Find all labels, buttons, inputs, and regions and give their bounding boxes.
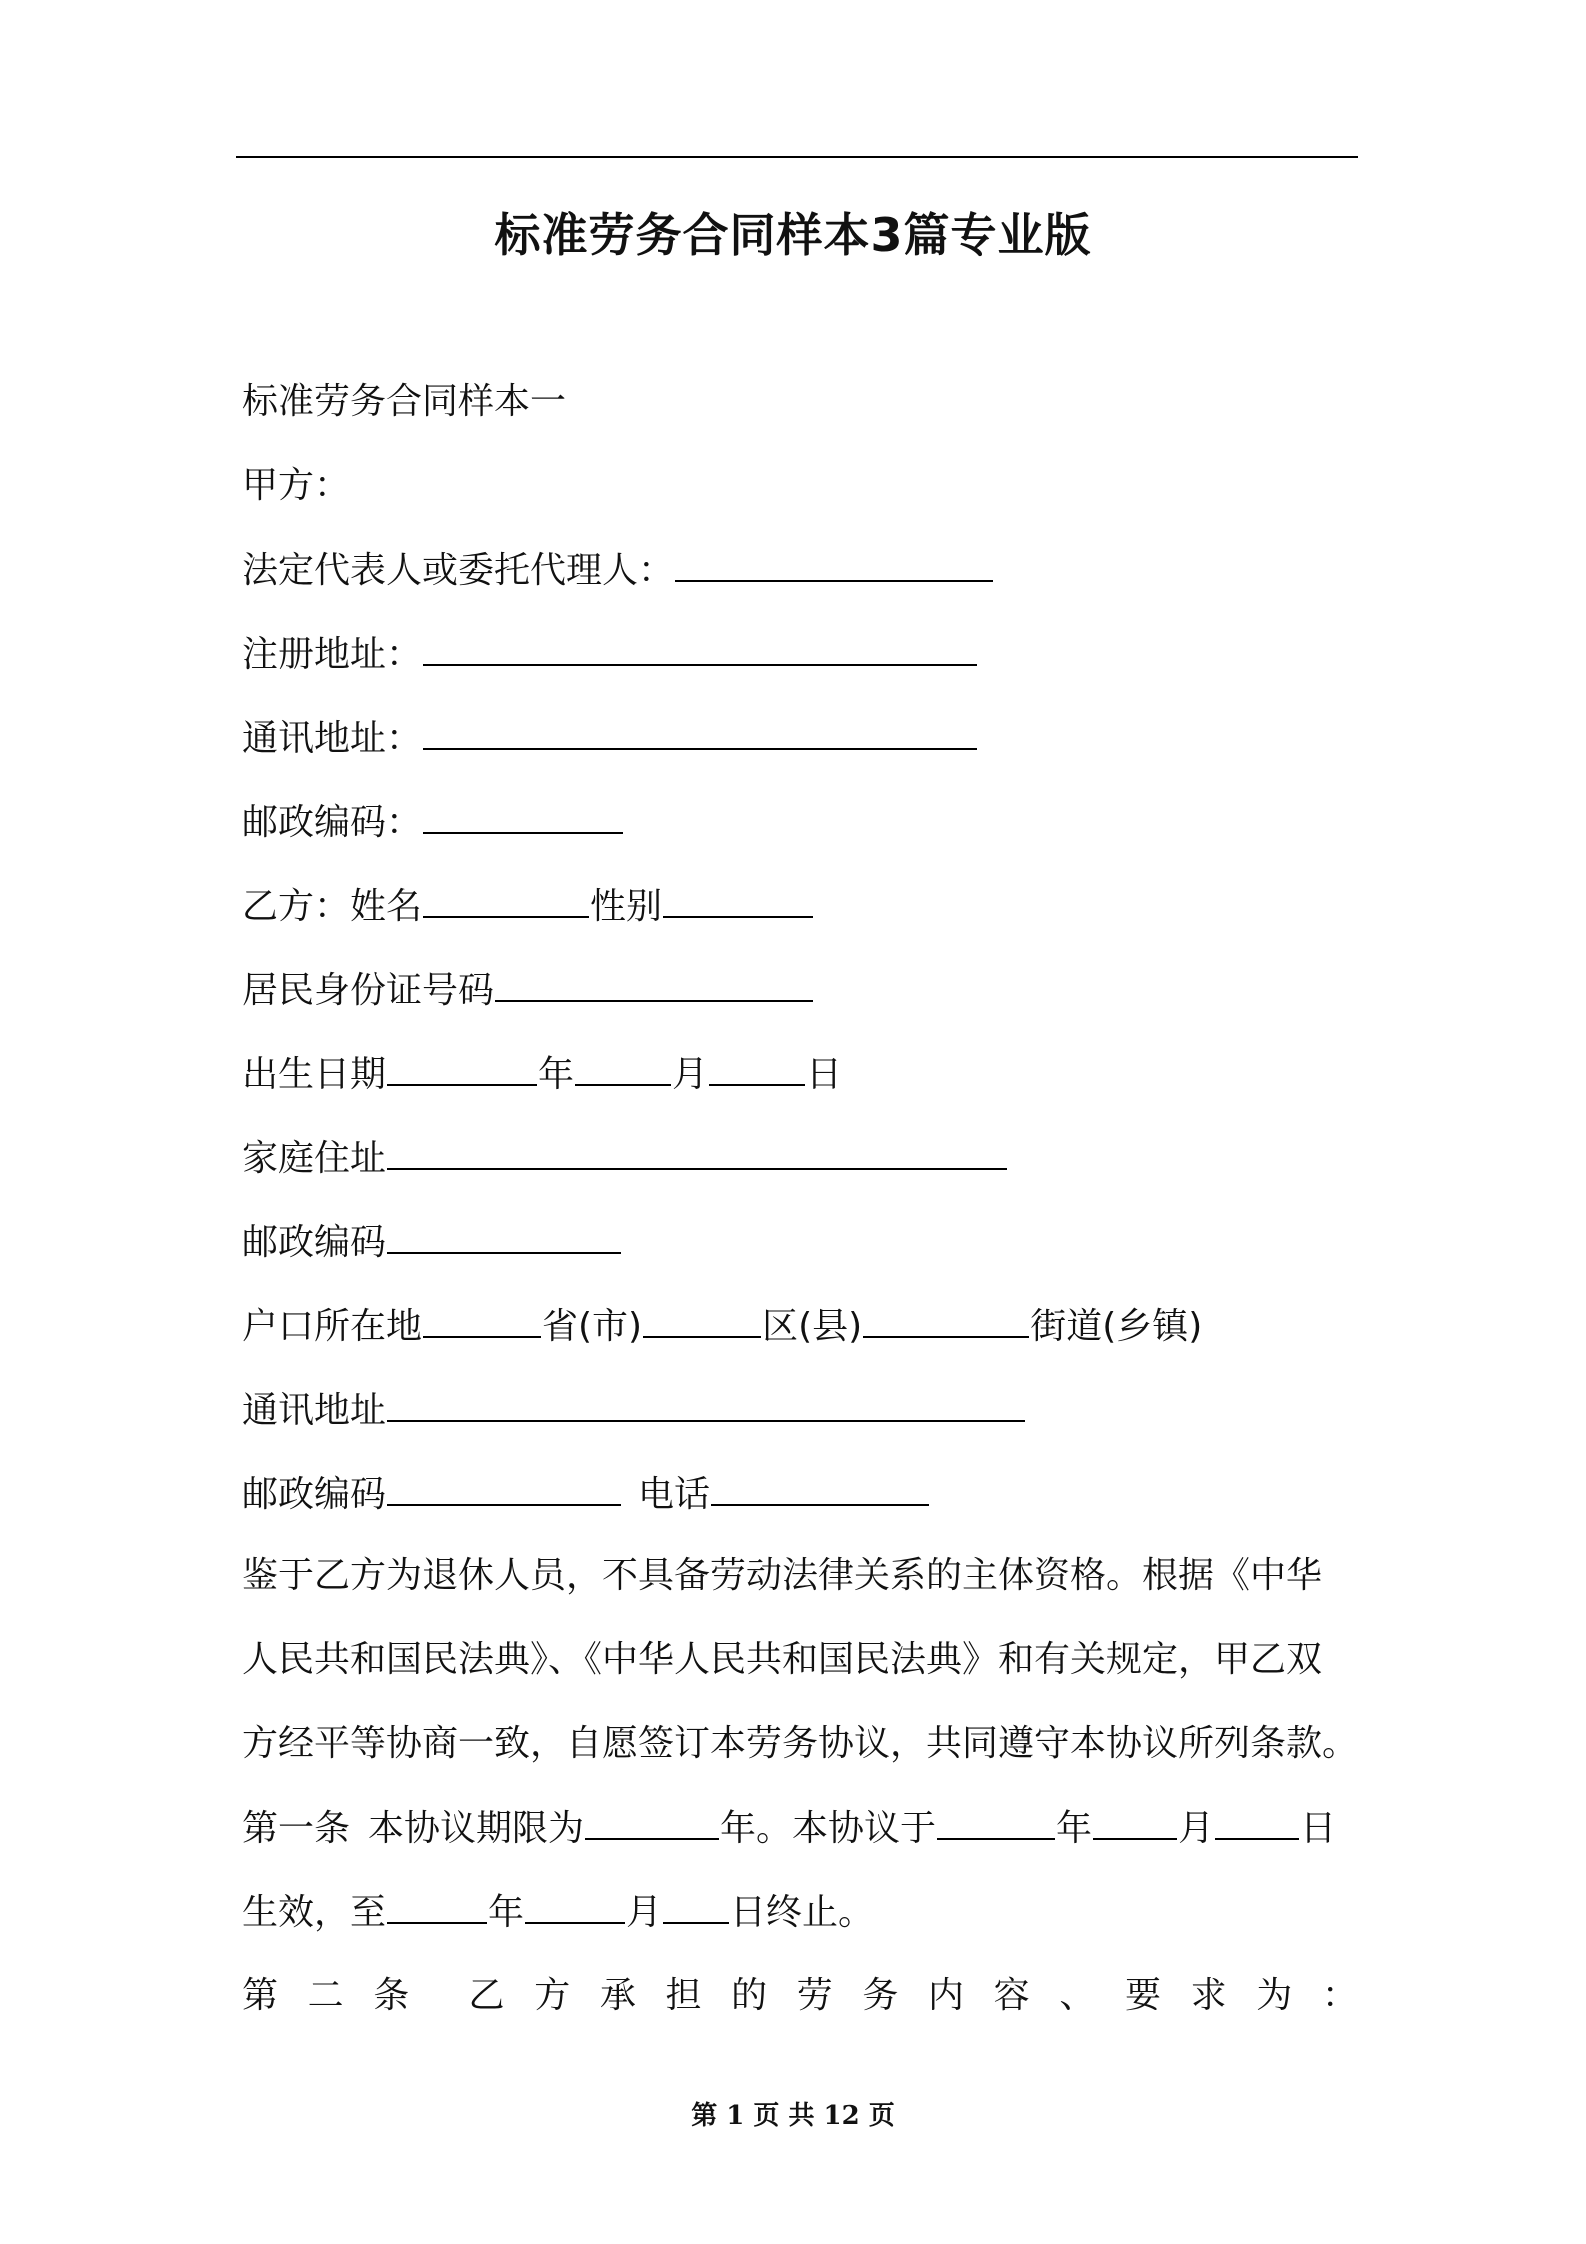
article-2-char: 内 (928, 1975, 965, 2016)
article-2-char: 要 (1124, 1975, 1161, 2016)
party-a-postcode-line (242, 798, 624, 847)
party-a-label: 甲方： (242, 465, 351, 506)
end-year-blank[interactable] (387, 1888, 487, 1924)
party-a-mailing-line (242, 714, 978, 763)
birth-date-line (242, 1050, 842, 1099)
article-2-char: 第 (242, 1975, 279, 2016)
district-label: 区(县) (762, 1306, 863, 1347)
party-b-name-blank[interactable] (423, 882, 589, 918)
party-b-postcode-line (242, 1218, 622, 1267)
birth-date-label: 出生日期 (242, 1054, 387, 1095)
party-b-postcode2-label: 邮政编码 (242, 1474, 387, 1515)
id-number-blank[interactable] (495, 966, 813, 1002)
end-year-label: 年 (488, 1892, 525, 1933)
party-b-postcode2-blank[interactable] (387, 1470, 621, 1506)
article-2-char: 方 (534, 1975, 571, 2016)
start-day-label: 日 (1300, 1808, 1337, 1849)
legal-rep-line (242, 546, 994, 595)
birth-month-label: 月 (672, 1054, 709, 1095)
birth-day-blank[interactable] (709, 1050, 805, 1086)
party-b-mailing-blank[interactable] (387, 1386, 1025, 1422)
article-2-char: 劳 (796, 1975, 833, 2016)
end-month-label: 月 (626, 1892, 663, 1933)
registered-address-line (242, 630, 978, 679)
party-b-mailing-line (242, 1386, 1026, 1435)
article-2-char: 乙 (468, 1975, 505, 2016)
preamble-line-2: 人民共和国民法典》、《中华人民共和国民法典》和有关规定，甲乙双 (242, 1639, 1323, 1680)
id-number-label: 居民身份证号码 (242, 970, 495, 1011)
page-footer: 第 1 页 共 12 页 (691, 2101, 895, 2131)
article-2-char: 二 (307, 1975, 344, 2016)
start-month-blank[interactable] (1093, 1804, 1177, 1840)
article-1-effective: 生效，至 (242, 1892, 387, 1933)
party-a-postcode-blank[interactable] (423, 798, 623, 834)
birth-year-label: 年 (538, 1054, 575, 1095)
legal-rep-blank[interactable] (675, 546, 993, 582)
start-day-blank[interactable] (1215, 1804, 1299, 1840)
hukou-line (242, 1302, 1202, 1351)
province-label: 省(市) (542, 1306, 643, 1347)
home-address-line (242, 1134, 1008, 1183)
preamble-line-1: 鉴于乙方为退休人员，不具备劳动法律关系的主体资格。根据《中华 (242, 1555, 1323, 1596)
end-month-blank[interactable] (525, 1888, 625, 1924)
article-2-char: 的 (731, 1975, 768, 2016)
term-years-blank[interactable] (585, 1804, 719, 1840)
home-address-blank[interactable] (387, 1134, 1007, 1170)
party-b-mailing-label: 通讯地址 (242, 1390, 387, 1431)
preamble-line-3: 方经平等协商一致，自愿签订本劳务协议，共同遵守本协议所列条款。 (242, 1723, 1359, 1764)
document-title: 标准劳务合同样本3篇专业版 (494, 208, 1092, 262)
article-2-char: 务 (862, 1975, 899, 2016)
article-2-char: 为 (1256, 1975, 1293, 2016)
party-b-name-label: 姓名 (350, 886, 423, 927)
article-1-text-b: 年。本协议于 (720, 1808, 937, 1849)
registered-address-blank[interactable] (423, 630, 977, 666)
street-label: 街道(乡镇) (1030, 1306, 1203, 1347)
party-a-mailing-blank[interactable] (423, 714, 977, 750)
party-a-postcode-label: 邮政编码： (242, 802, 423, 843)
start-year-label: 年 (1056, 1808, 1093, 1849)
article-1-line-2 (242, 1888, 874, 1937)
article-2-char: ： (1321, 1975, 1358, 2016)
section-heading: 标准劳务合同样本一 (242, 381, 567, 422)
article-1-line-1 (242, 1804, 1336, 1853)
phone-label: 电话 (638, 1474, 711, 1515)
registered-address-label: 注册地址： (242, 634, 423, 675)
article-1-text-a: 本协议期限为 (368, 1808, 585, 1849)
id-number-line (242, 966, 814, 1015)
birth-year-blank[interactable] (387, 1050, 537, 1086)
start-month-label: 月 (1178, 1808, 1215, 1849)
phone-blank[interactable] (711, 1470, 929, 1506)
party-b-label: 乙方： (242, 886, 351, 927)
article-2-line (242, 1972, 1358, 2020)
postcode-phone-line (242, 1470, 930, 1519)
article-1-label: 第一条 (242, 1808, 351, 1849)
article-1-terminate: 日终止。 (730, 1892, 875, 1933)
article-2-char: 担 (665, 1975, 702, 2016)
home-address-label: 家庭住址 (242, 1138, 387, 1179)
hukou-district-blank[interactable] (643, 1302, 761, 1338)
birth-day-label: 日 (806, 1054, 843, 1095)
start-year-blank[interactable] (937, 1804, 1055, 1840)
header-rule (236, 156, 1358, 158)
party-b-postcode-blank[interactable] (387, 1218, 621, 1254)
article-2-char: 条 (373, 1975, 410, 2016)
article-2-char: 容 (993, 1975, 1030, 2016)
end-day-blank[interactable] (663, 1888, 729, 1924)
party-b-postcode-label: 邮政编码 (242, 1222, 387, 1263)
article-2-char: 求 (1190, 1975, 1227, 2016)
party-a-mailing-label: 通讯地址： (242, 718, 423, 759)
party-b-gender-blank[interactable] (663, 882, 813, 918)
hukou-label: 户口所在地 (242, 1306, 423, 1347)
article-2-char: 、 (1059, 1975, 1096, 2016)
party-b-name-line (242, 882, 814, 931)
legal-rep-label: 法定代表人或委托代理人： (242, 550, 675, 591)
article-2-char: 承 (599, 1975, 636, 2016)
hukou-street-blank[interactable] (863, 1302, 1029, 1338)
birth-month-blank[interactable] (575, 1050, 671, 1086)
party-b-gender-label: 性别 (590, 886, 663, 927)
hukou-province-blank[interactable] (423, 1302, 541, 1338)
